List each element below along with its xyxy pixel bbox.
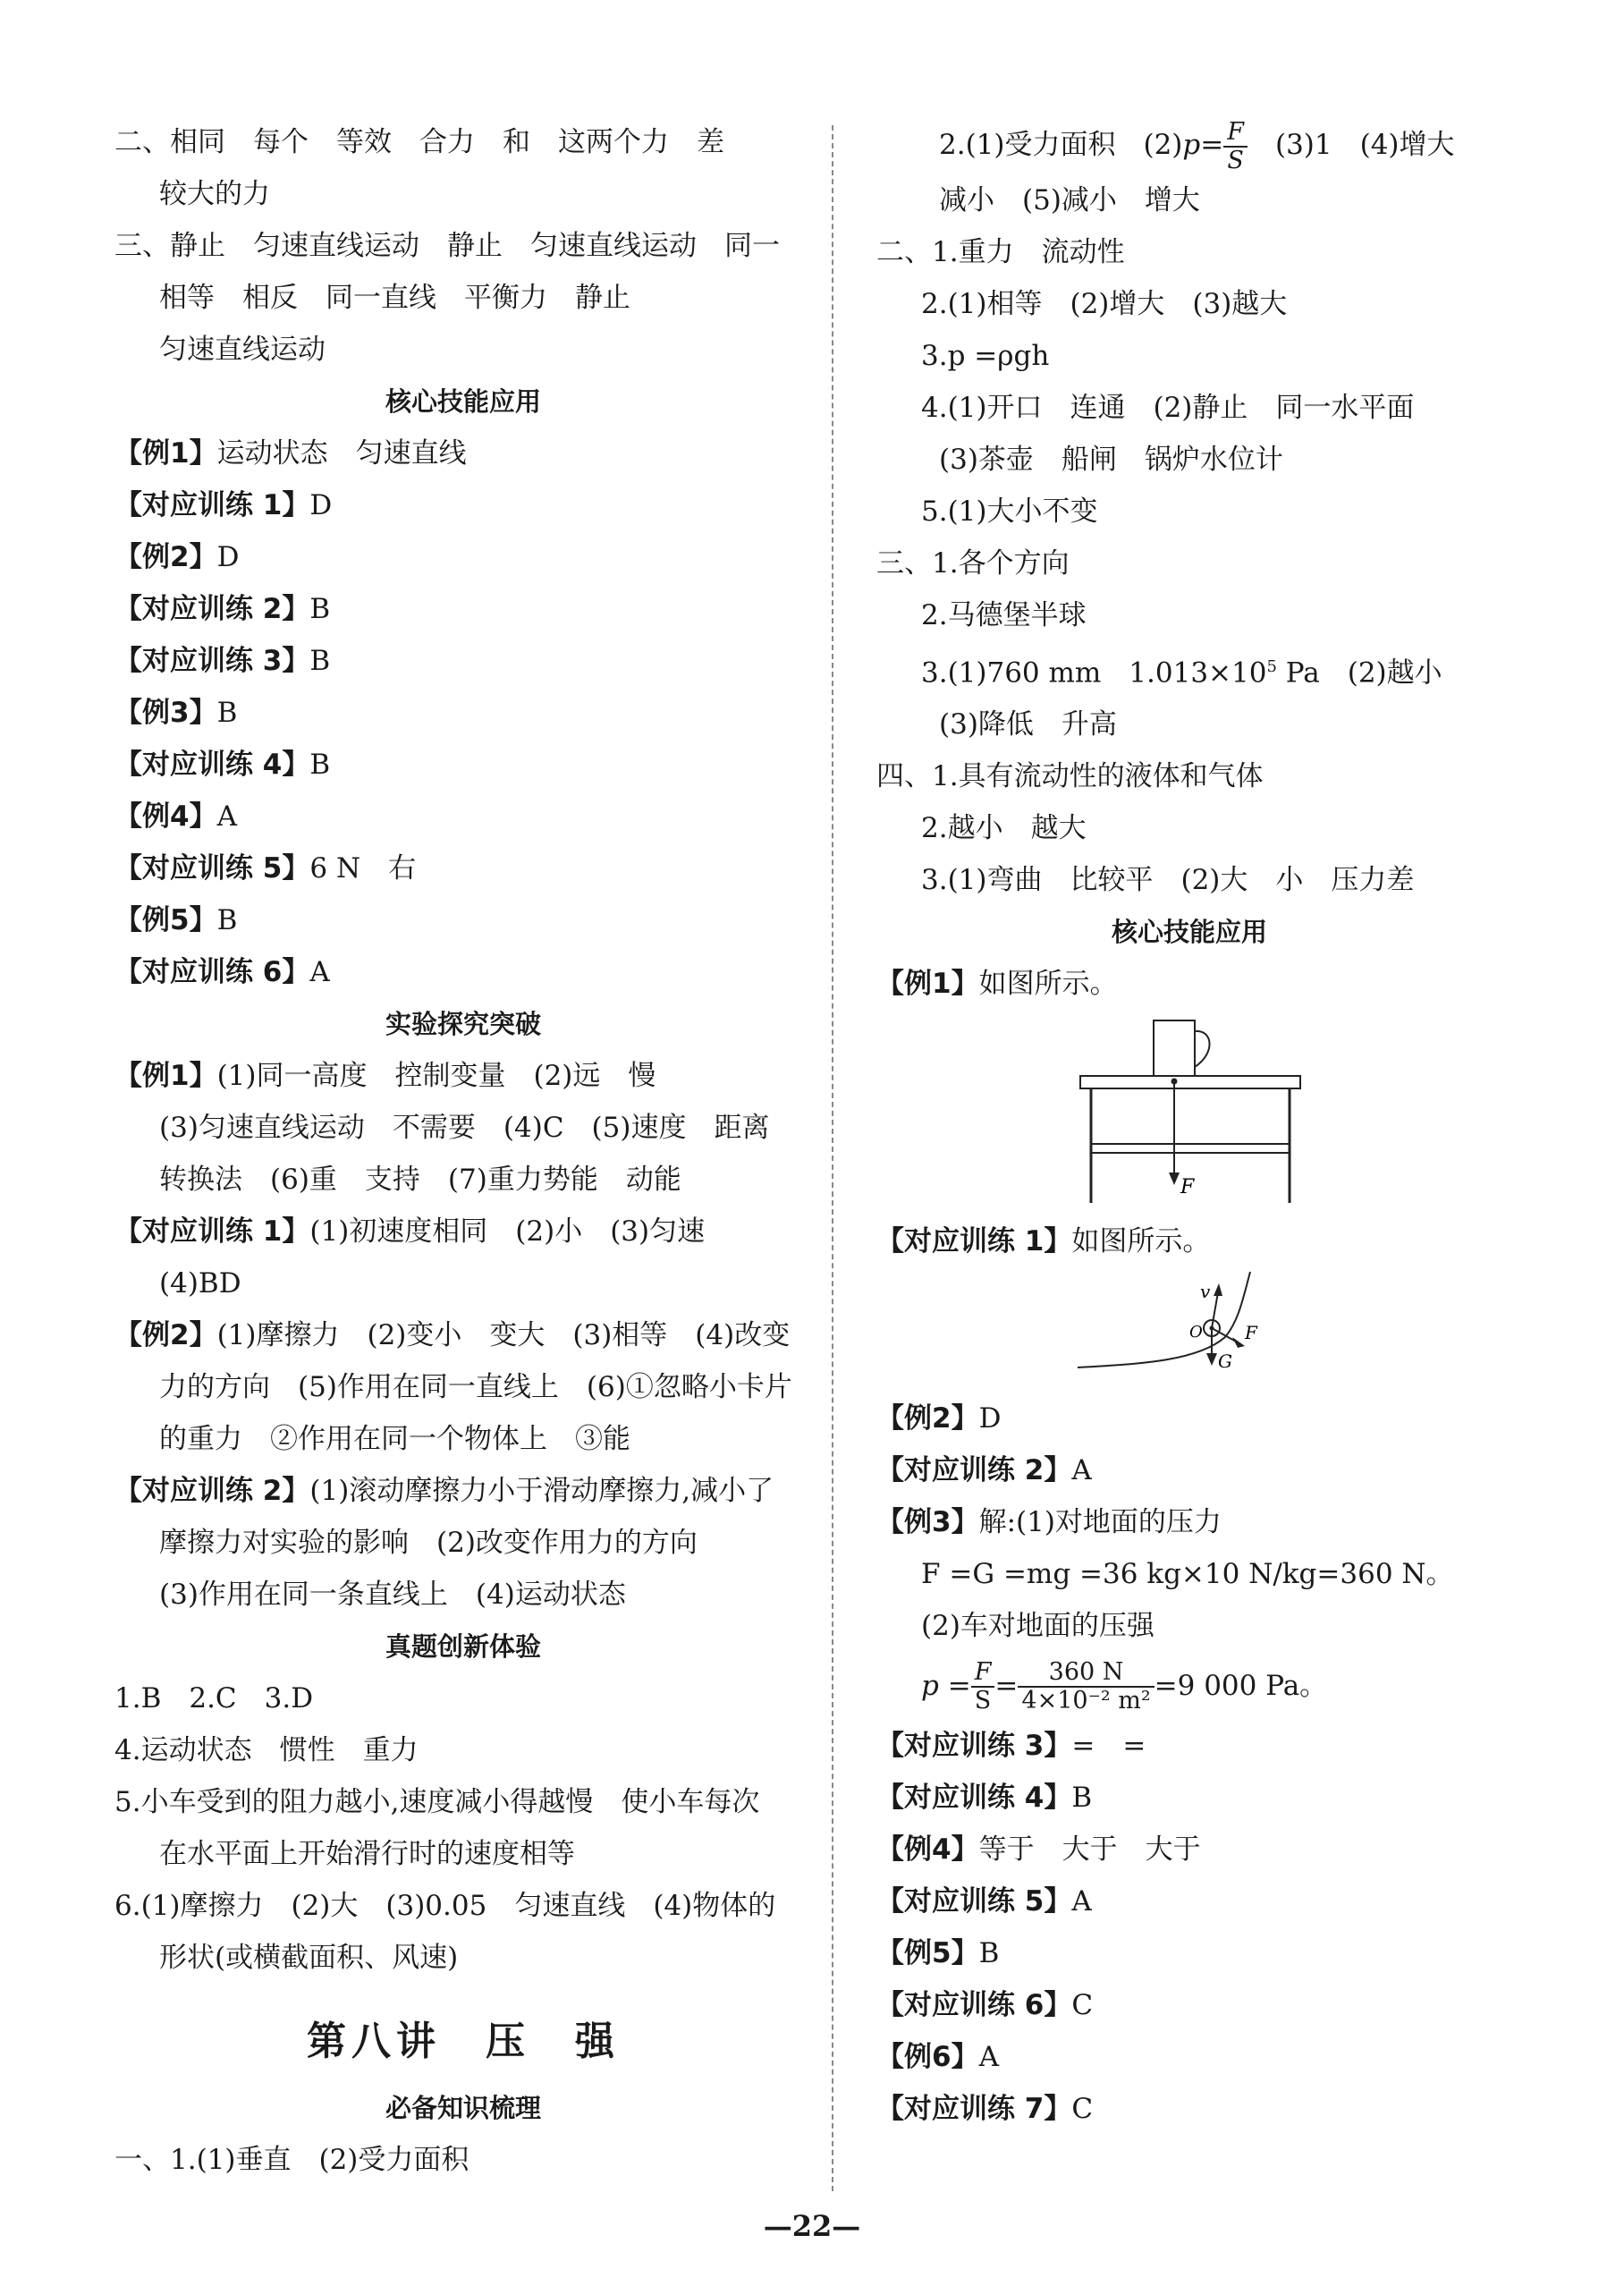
answer-label: 【例2】 — [114, 1319, 217, 1351]
fraction: $\frac{F}{S}$ — [1223, 119, 1248, 174]
answer-label: 【例1】 — [114, 437, 217, 470]
text-line: 摩擦力对实验的影响 (2)改变作用力的方向 — [159, 1527, 698, 1559]
text-line: (4)BD — [159, 1267, 241, 1300]
text-line: 5.(1)大小不变 — [921, 495, 1098, 528]
text-line: 一、1.(1)垂直 (2)受力面积 — [114, 2144, 469, 2176]
arrow-head — [1206, 1353, 1217, 1366]
table-top — [1080, 1076, 1300, 1088]
answer-label: 【对应训练 6】 — [876, 1988, 1072, 2021]
chapter-title: 第八讲 压 强 — [307, 2019, 620, 2064]
text-line: 的重力 ②作用在同一个物体上 ③能 — [159, 1423, 630, 1455]
text-line: 匀速直线运动 — [159, 334, 326, 366]
answer-label: 【对应训练 3】 — [876, 1729, 1072, 1762]
answer-row — [876, 1824, 1502, 1875]
text-line: 三、静止 匀速直线运动 静止 匀速直线运动 同一 — [114, 230, 780, 262]
answer-label: 【例5】 — [114, 904, 217, 936]
answer-value: A — [309, 956, 330, 988]
answer-label: 【例2】 — [876, 1401, 979, 1435]
answer-value: B — [978, 1936, 1000, 1969]
answer-row — [876, 2031, 1502, 2083]
fraction: $\frac{360 N}{\text{4×10⁻² m²}}$ — [1018, 1659, 1154, 1714]
formula-line: p = $\frac{F}{S}$ = $\frac{360 N}{\text{4×10⁻² m²}}$ =9 000 Pa。 — [921, 1658, 1328, 1715]
answer-value: C — [1071, 1988, 1094, 2021]
answer-row — [114, 635, 812, 687]
formula-line: 2.(1)受力面积 (2)p= $\frac{F}{S}$ (3)1 (4)增大 — [939, 117, 1455, 174]
answer-row — [876, 958, 1502, 1010]
answer-value: 6 N 右 — [309, 852, 417, 885]
text-line: 6.(1)摩擦力 (2)大 (3)0.05 匀速直线 (4)物体的 — [114, 1890, 776, 1922]
answer-value: 运动状态 匀速直线 — [216, 437, 467, 470]
center-label: O — [1189, 1322, 1203, 1342]
force-label: F — [1180, 1175, 1195, 1198]
answer-row — [114, 531, 812, 583]
page-number: —22— — [763, 2209, 861, 2243]
column-divider — [832, 125, 833, 2191]
answer-value: B — [309, 593, 331, 625]
answer-label: 【例2】 — [114, 541, 217, 573]
answer-value: B — [216, 904, 238, 936]
fraction: $\frac{F}{S}$ — [971, 1659, 995, 1714]
text-line: 二、1.重力 流动性 — [876, 235, 1125, 268]
answer-row — [876, 1393, 1502, 1444]
answer-value: 如图所示。 — [978, 967, 1118, 1000]
answer-row — [876, 1772, 1502, 1824]
slope-figure — [876, 1267, 1502, 1393]
answer-value: B — [1071, 1781, 1093, 1814]
answer-value: D — [978, 1401, 1002, 1435]
answer-value: 解:(1)对地面的压力 — [978, 1505, 1222, 1538]
text-line: 3.(1)760 mm $1.013\times 10^5$ Pa (2)越小 — [921, 656, 1442, 689]
answer-value: (1)滚动摩擦力小于滑动摩擦力,减小了 — [309, 1475, 774, 1507]
text-line: F =G =mg =36 kg×10 N/kg=360 N。 — [921, 1557, 1454, 1590]
arrow-head — [1232, 1337, 1245, 1348]
answer-label: 【例3】 — [876, 1505, 979, 1538]
answer-row — [114, 791, 812, 842]
answer-row — [114, 479, 812, 531]
arrow-head — [1214, 1283, 1222, 1296]
answer-label: 【对应训练 2】 — [114, 593, 310, 625]
answer-value: (1)初速度相同 (2)小 (3)匀速 — [309, 1215, 706, 1248]
answer-value: 等于 大于 大于 — [978, 1833, 1201, 1866]
answer-row — [114, 583, 812, 635]
answer-row — [114, 946, 812, 998]
text-line: (3)茶壶 船闸 锅炉水位计 — [939, 443, 1283, 476]
text-line: 力的方向 (5)作用在同一直线上 (6)①忽略小卡片 — [159, 1371, 792, 1403]
table-pressure-figure — [876, 1010, 1502, 1215]
answer-label: 【对应训练 1】 — [114, 489, 310, 521]
text-line: 减小 (5)减小 增大 — [939, 183, 1200, 216]
answer-row — [114, 428, 812, 479]
text-line: 3.p =ρgh — [921, 339, 1050, 372]
answer-row — [876, 1444, 1502, 1496]
answer-label: 【对应训练 6】 — [114, 956, 310, 988]
text-line: 1.B 2.C 3.D — [114, 1682, 314, 1714]
text-line: 形状(或横截面积、风速) — [159, 1942, 459, 1974]
answer-value: A — [216, 800, 237, 833]
answer-value: = = — [1071, 1729, 1146, 1762]
answer-label: 【例1】 — [876, 967, 979, 1000]
text-line: 2.(1)相等 (2)增大 (3)越大 — [921, 287, 1288, 320]
answer-label: 【对应训练 2】 — [114, 1475, 310, 1507]
answer-row — [114, 894, 812, 946]
text-line: 3.(1)弯曲 比较平 (2)大 小 压力差 — [921, 863, 1415, 896]
left-column — [114, 116, 812, 2186]
answer-row — [876, 1979, 1502, 2031]
answer-row — [114, 687, 812, 739]
answer-value: B — [309, 749, 331, 781]
answer-label: 【例4】 — [876, 1833, 979, 1866]
answer-label: 【例1】 — [114, 1060, 217, 1092]
text-line: 4.运动状态 惯性 重力 — [114, 1734, 419, 1766]
text-line: (3)作用在同一条直线上 (4)运动状态 — [159, 1579, 626, 1611]
table-diagram — [876, 1010, 1502, 1215]
section-heading: 必备知识梳理 — [385, 2093, 541, 2123]
answer-row — [114, 842, 812, 894]
right-column — [876, 116, 1502, 2135]
answer-label: 【对应训练 3】 — [114, 645, 310, 677]
text-line: 2.马德堡半球 — [921, 598, 1087, 631]
text-line: (3)匀速直线运动 不需要 (4)C (5)速度 距离 — [159, 1112, 770, 1144]
section-heading: 核心技能应用 — [1111, 916, 1267, 947]
answer-label: 【例6】 — [876, 2040, 979, 2073]
answer-value: A — [1071, 1453, 1092, 1486]
answer-value: D — [309, 489, 333, 521]
answer-value: (1)同一高度 控制变量 (2)远 慢 — [216, 1060, 656, 1092]
text-line: 2.越小 越大 — [921, 811, 1087, 844]
cup — [1154, 1020, 1195, 1076]
answer-value: B — [216, 697, 238, 729]
text-line: 三、1.各个方向 — [876, 546, 1070, 580]
answer-row — [876, 1875, 1502, 1927]
answer-value: A — [1071, 1884, 1092, 1918]
answer-label: 【对应训练 4】 — [876, 1781, 1072, 1814]
answer-row — [114, 1309, 812, 1361]
text-line: 二、相同 每个 等效 合力 和 这两个力 差 — [114, 126, 724, 158]
answer-label: 【对应训练 4】 — [114, 749, 310, 781]
answer-row — [114, 1206, 812, 1257]
answer-label: 【对应训练 5】 — [876, 1884, 1072, 1918]
gravity-label: G — [1218, 1350, 1232, 1372]
answer-row — [876, 2083, 1502, 2135]
answer-label: 【对应训练 2】 — [876, 1453, 1072, 1486]
answer-label: 【例3】 — [114, 697, 217, 729]
text-line: 较大的力 — [159, 178, 270, 210]
answer-value: B — [309, 645, 331, 677]
cup-handle — [1195, 1031, 1210, 1067]
answer-value: 如图所示。 — [1071, 1224, 1211, 1257]
answer-row — [876, 1496, 1502, 1548]
answer-label: 【例4】 — [114, 800, 217, 833]
friction-label: F — [1245, 1321, 1257, 1343]
text-line: 5.小车受到的阻力越小,速度减小得越慢 使小车每次 — [114, 1786, 760, 1818]
slope-diagram — [876, 1267, 1502, 1393]
section-heading: 核心技能应用 — [385, 386, 541, 417]
answer-value: (1)摩擦力 (2)变小 变大 (3)相等 (4)改变 — [216, 1319, 791, 1351]
answer-label: 【对应训练 1】 — [876, 1224, 1072, 1257]
text-line: 4.(1)开口 连通 (2)静止 同一水平面 — [921, 391, 1415, 424]
answer-value: A — [978, 2040, 999, 2073]
text-line: (2)车对地面的压强 — [921, 1609, 1155, 1642]
answer-row — [876, 1927, 1502, 1979]
answer-row — [876, 1215, 1502, 1267]
answer-label: 【例5】 — [876, 1936, 979, 1969]
answer-label: 【对应训练 5】 — [114, 852, 310, 885]
answer-row — [114, 1465, 812, 1517]
answer-value: C — [1071, 2092, 1094, 2125]
arrow-head — [1169, 1173, 1180, 1185]
text-line: (3)降低 升高 — [939, 707, 1117, 741]
answer-row — [114, 739, 812, 791]
answer-label: 【对应训练 1】 — [114, 1215, 310, 1248]
text-line: 转换法 (6)重 支持 (7)重力势能 动能 — [159, 1164, 681, 1196]
text-line: 相等 相反 同一直线 平衡力 静止 — [159, 282, 630, 314]
velocity-label: v — [1200, 1280, 1211, 1302]
text-line: 四、1.具有流动性的液体和气体 — [876, 759, 1264, 792]
answer-label: 【对应训练 7】 — [876, 2092, 1072, 2125]
section-heading: 真题创新体验 — [385, 1631, 541, 1662]
answer-value: D — [216, 541, 240, 573]
section-heading: 实验探究突破 — [385, 1009, 541, 1039]
text-line: 在水平面上开始滑行时的速度相等 — [159, 1838, 575, 1870]
answer-row — [114, 1050, 812, 1102]
answer-row — [876, 1720, 1502, 1772]
